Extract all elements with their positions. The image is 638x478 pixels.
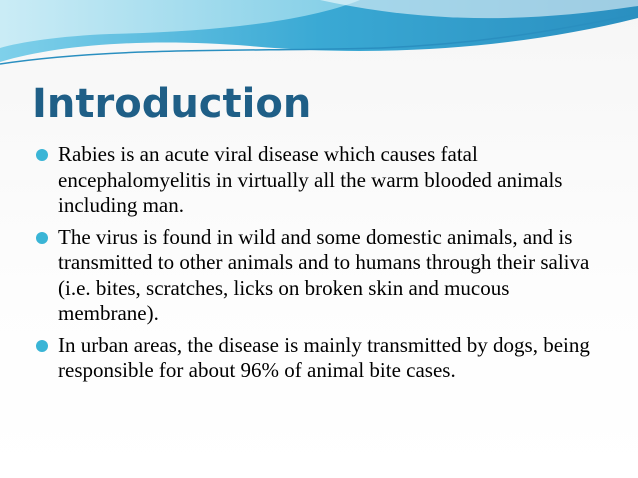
bullet-dot-icon bbox=[36, 149, 48, 161]
bullet-text: The virus is found in wild and some domestic animals, and is transmitted to other animals and to humans through their saliva (i.e. bites, scratches, licks on broken skin and mucous membrane). bbox=[58, 224, 590, 325]
bullet-text: In urban areas, the disease is mainly transmitted by dogs, being responsible for about 96% of animal bite cases. bbox=[58, 332, 590, 382]
bullet-dot-icon bbox=[36, 232, 48, 244]
bullet-item bbox=[34, 225, 614, 327]
bullet-item bbox=[34, 333, 614, 384]
bullet-item bbox=[34, 142, 614, 219]
bullet-dot-icon bbox=[36, 340, 48, 352]
bullet-text: Rabies is an acute viral disease which causes fatal encephalomyelitis in virtually all the warm blooded animals including man. bbox=[58, 142, 563, 217]
slide-title: Introduction bbox=[32, 81, 312, 127]
bullet-list bbox=[34, 142, 614, 390]
wave-decoration bbox=[0, 0, 638, 78]
